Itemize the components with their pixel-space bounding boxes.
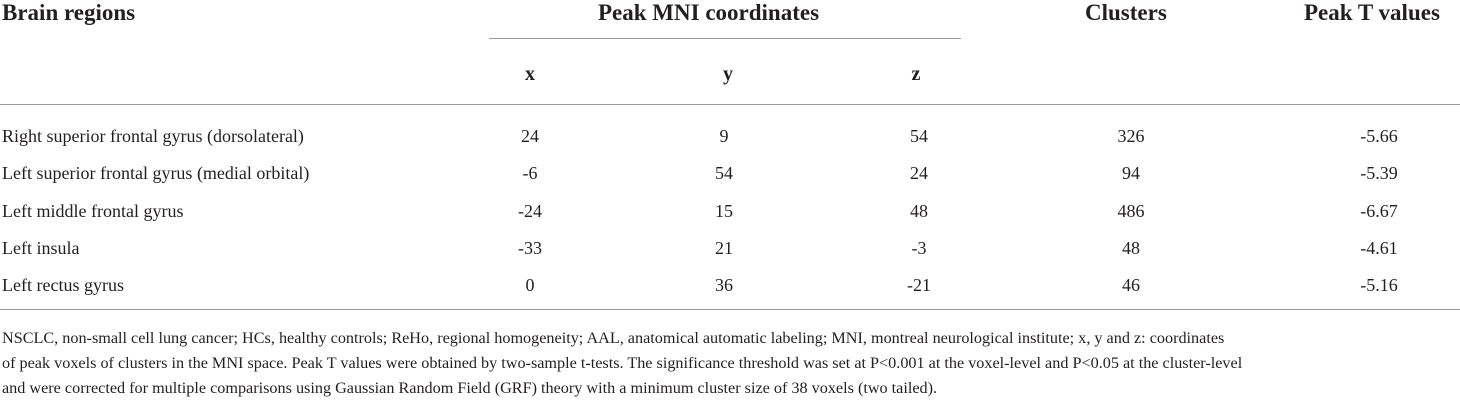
- region-cell: Right superior frontal gyrus (dorsolateral): [2, 126, 304, 146]
- y-cell: 9: [719, 126, 729, 146]
- region-cell: Left superior frontal gyrus (medial orbital): [2, 163, 310, 183]
- x-cell: -33: [518, 238, 542, 258]
- clusters-cell: 326: [1117, 126, 1145, 146]
- z-cell: 24: [910, 163, 928, 183]
- region-cell: Left insula: [2, 238, 80, 258]
- y-cell: 36: [715, 275, 733, 295]
- x-cell: -24: [518, 201, 542, 221]
- clusters-cell: 94: [1122, 163, 1140, 183]
- header-z: z: [911, 63, 921, 85]
- x-cell: 24: [521, 126, 539, 146]
- table-bottom-rule: [0, 309, 1460, 310]
- clusters-cell: 486: [1117, 201, 1145, 221]
- header-peak-t-values: Peak T values: [1304, 0, 1440, 25]
- peak-t-cell: -5.66: [1360, 126, 1398, 146]
- footnote-line: NSCLC, non-small cell lung cancer; HCs, healthy controls; ReHo, regional homogeneity; AAL, anatomical automatic labeling; MNI, montreal neurological institute; x, y and z: coordinates: [2, 329, 1225, 347]
- header-brain-regions: Brain regions: [2, 0, 136, 25]
- header-clusters: Clusters: [1085, 0, 1167, 25]
- x-cell: -6: [522, 163, 538, 183]
- header-peak-mni-coordinates: Peak MNI coordinates: [598, 0, 820, 25]
- z-cell: -3: [911, 238, 927, 258]
- peak-t-cell: -4.61: [1360, 238, 1398, 258]
- header-bottom-rule: [0, 104, 1460, 105]
- y-cell: 21: [715, 238, 733, 258]
- coordinates-header-rule: [489, 38, 961, 39]
- header-x: x: [525, 63, 535, 85]
- z-cell: -21: [907, 275, 931, 295]
- z-cell: 54: [910, 126, 928, 146]
- peak-t-cell: -5.39: [1360, 163, 1398, 183]
- y-cell: 54: [715, 163, 733, 183]
- clusters-cell: 46: [1122, 275, 1140, 295]
- footnote-line: of peak voxels of clusters in the MNI space. Peak T values were obtained by two-sample t-tests. The significance threshold was set at P<0.001 at the voxel-level and P<0.05 at the cluster-level: [2, 354, 1243, 372]
- clusters-cell: 48: [1122, 238, 1140, 258]
- region-cell: Left rectus gyrus: [2, 275, 124, 295]
- x-cell: 0: [525, 275, 535, 295]
- y-cell: 15: [715, 201, 733, 221]
- footnote-line: and were corrected for multiple comparisons using Gaussian Random Field (GRF) theory with a minimum cluster size of 38 voxels (two tailed).: [2, 379, 938, 397]
- table-footnote: [2, 326, 1458, 401]
- peak-t-cell: -5.16: [1360, 275, 1398, 295]
- peak-t-cell: -6.67: [1360, 201, 1398, 221]
- header-y: y: [723, 63, 733, 85]
- region-cell: Left middle frontal gyrus: [2, 201, 184, 221]
- z-cell: 48: [910, 201, 928, 221]
